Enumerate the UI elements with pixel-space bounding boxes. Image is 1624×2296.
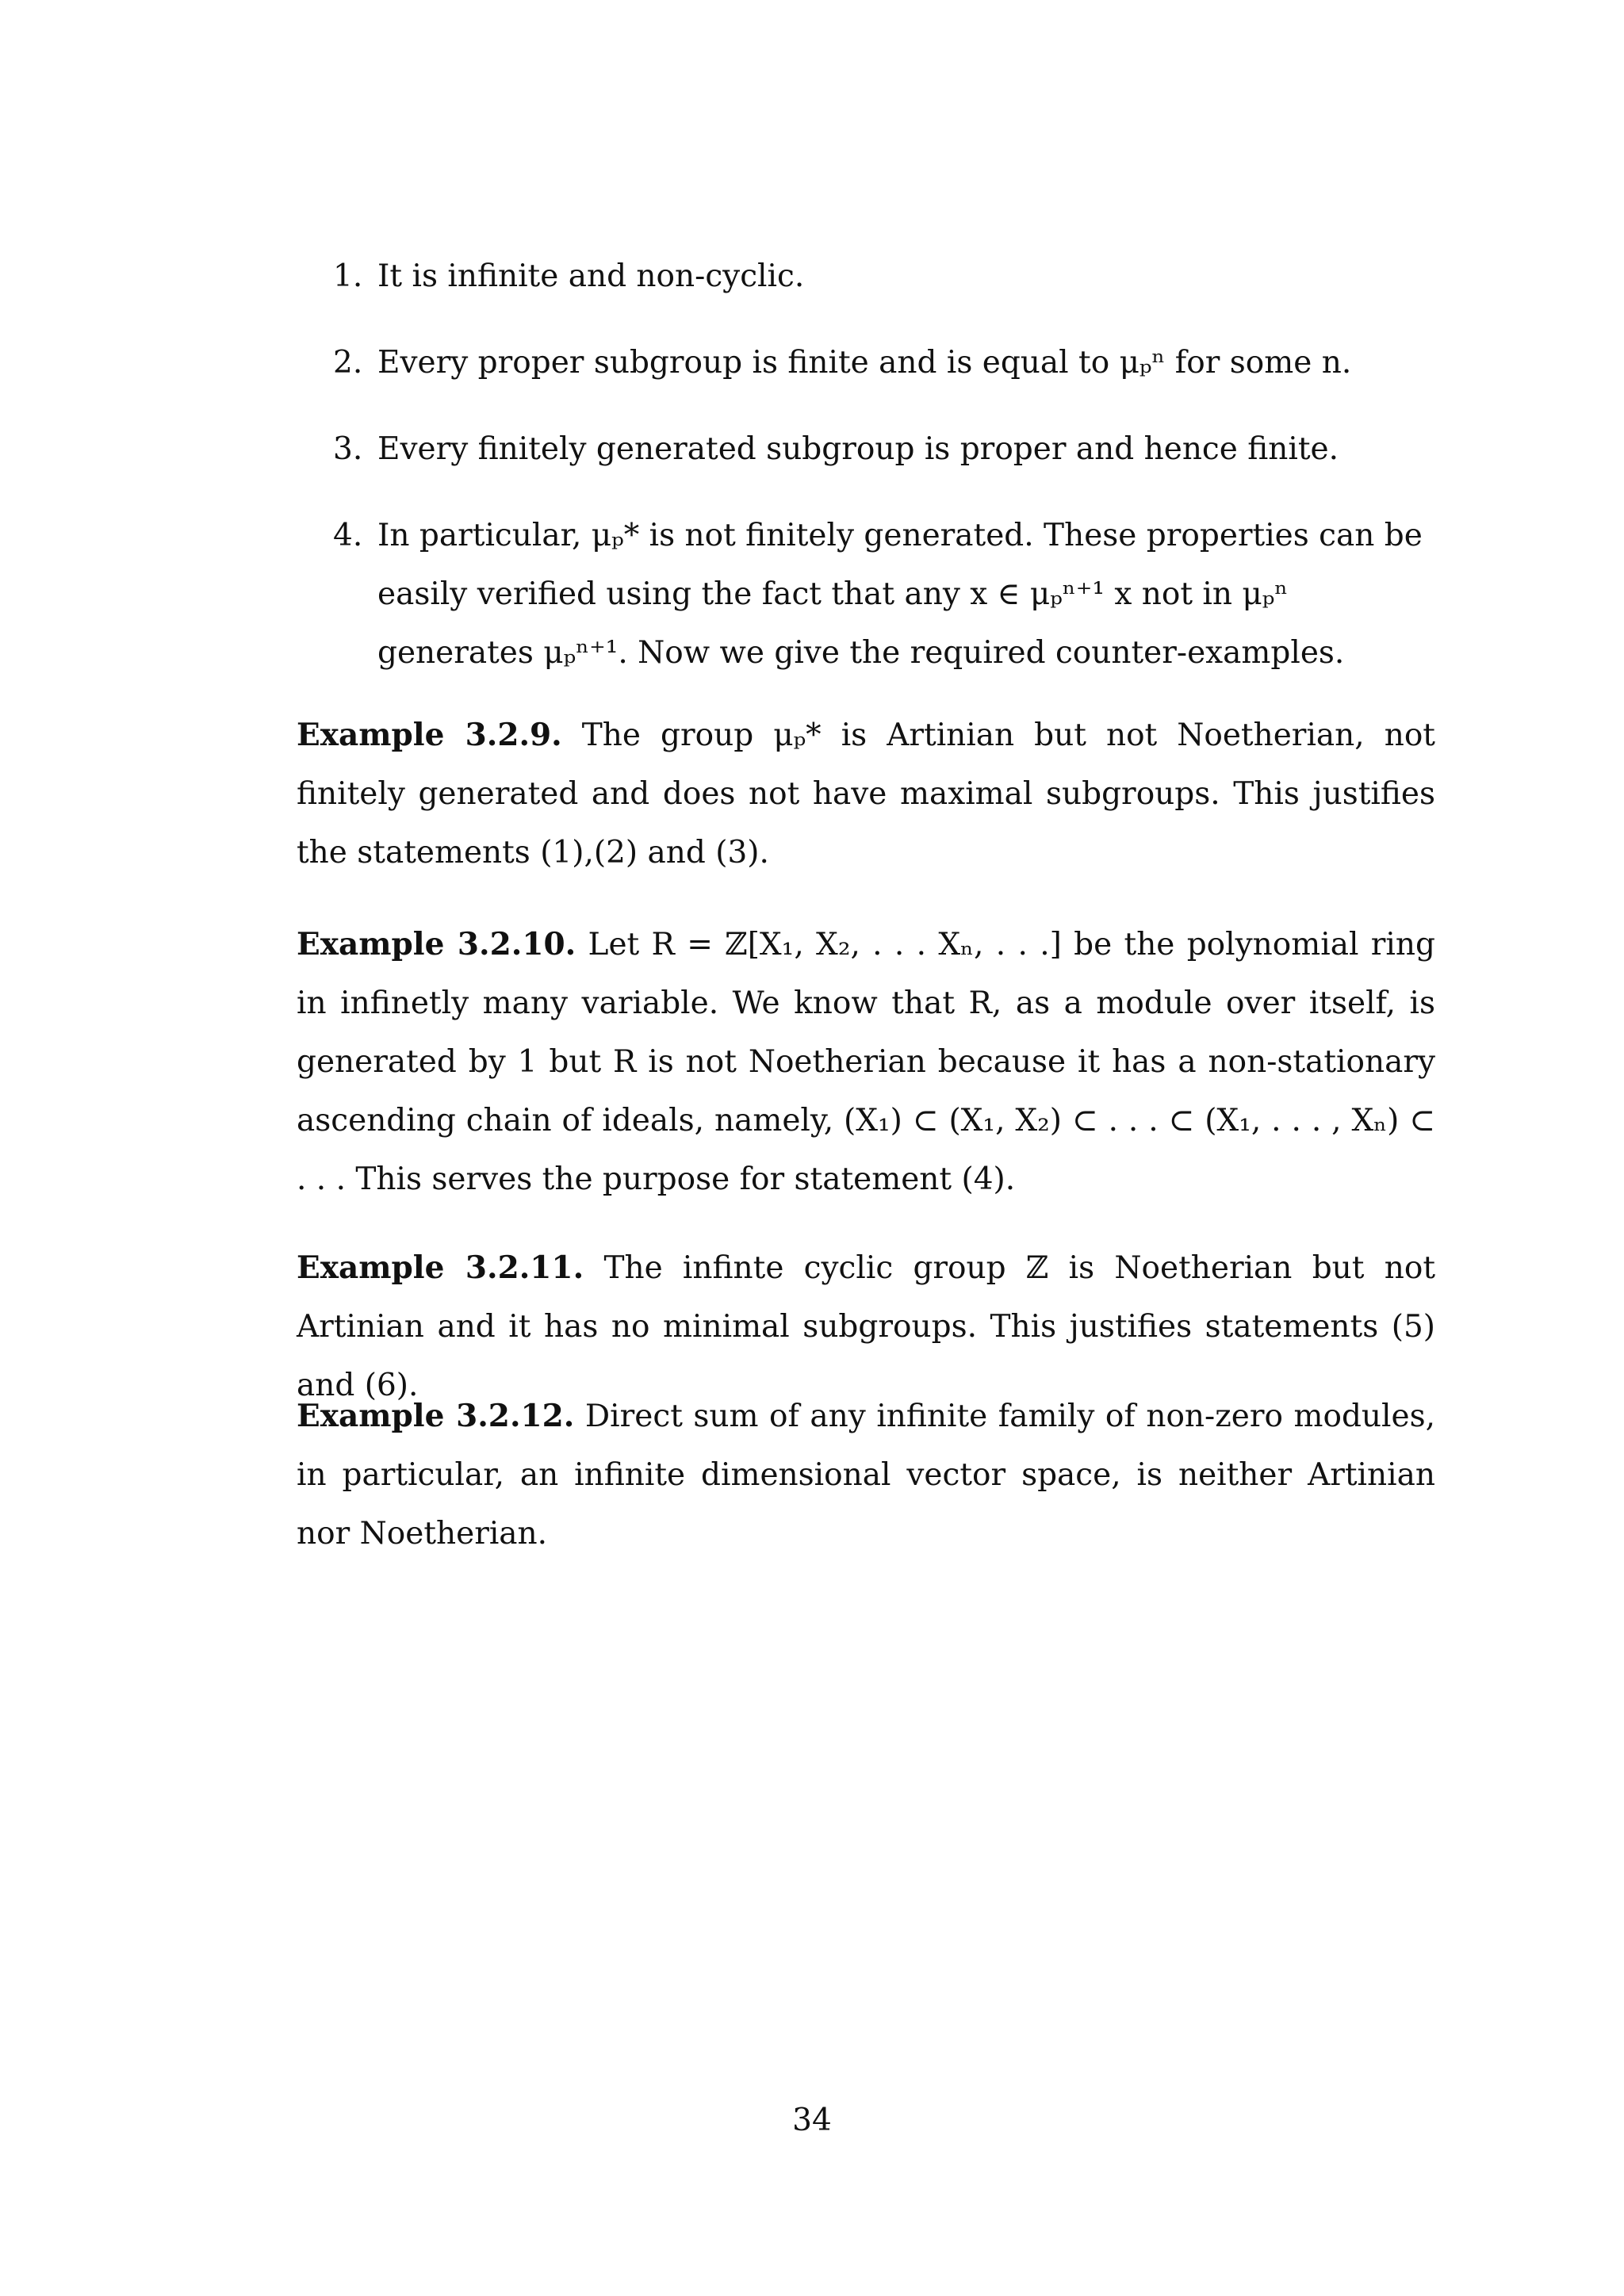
example-label: Example 3.2.10. [297, 926, 576, 962]
list-item [333, 247, 1443, 306]
example-text: The group μₚ* is Artinian but not Noetherian, not finitely generated and does not have maximal subgroups. This justifies the statements (1),(2) and (3). [297, 718, 1435, 871]
list-item-number: 1. [333, 258, 363, 294]
example-text: The infinte cyclic group ℤ is Noetherian but not Artinian and it has no minimal subgroups. This justifies statements (5) and (6). [297, 1250, 1435, 1403]
example-3-2-10 [297, 915, 1435, 1209]
list-item [333, 507, 1443, 683]
example-3-2-12 [297, 1387, 1435, 1563]
example-label: Example 3.2.9. [297, 717, 562, 753]
example-3-2-9 [297, 706, 1435, 882]
list-item [333, 420, 1443, 479]
list-item-text: Every proper subgroup is finite and is equal to μₚⁿ for some n. [377, 345, 1352, 381]
list-item-text: In particular, μₚ* is not finitely generated. These properties can be easily verified using the fact that any x ∈ μₚⁿ⁺¹ x not in μₚⁿ generates μₚⁿ⁺¹. Now we give the required counter-examples. [377, 518, 1423, 671]
example-text: Let R = ℤ[X₁, X₂, . . . Xₙ, . . .] be the polynomial ring in infinetly many variable. We know that R, as a module over itself, is generated by 1 but R is not Noetherian because it has a non-stationary ascending chain of ideals, namely, (X₁) ⊂ (X₁, X₂) ⊂ . . . ⊂ (X₁, . . . , Xₙ) ⊂ . . . This serves the purpose for statement (4). [297, 927, 1435, 1197]
example-label: Example 3.2.11. [297, 1249, 584, 1286]
property-list [333, 247, 1443, 710]
example-text: Direct sum of any infinite family of non-zero modules, in particular, an infinite dimensional vector space, is neither Artinian nor Noetherian. [297, 1399, 1435, 1552]
list-item [333, 334, 1443, 392]
list-item-number: 3. [333, 431, 363, 467]
list-item-text: Every finitely generated subgroup is proper and hence finite. [377, 431, 1339, 467]
page-number: 34 [792, 2103, 832, 2138]
list-item-text: It is infinite and non-cyclic. [377, 258, 805, 294]
list-item-number: 2. [333, 345, 363, 381]
example-label: Example 3.2.12. [297, 1398, 575, 1434]
list-item-number: 4. [333, 518, 363, 553]
